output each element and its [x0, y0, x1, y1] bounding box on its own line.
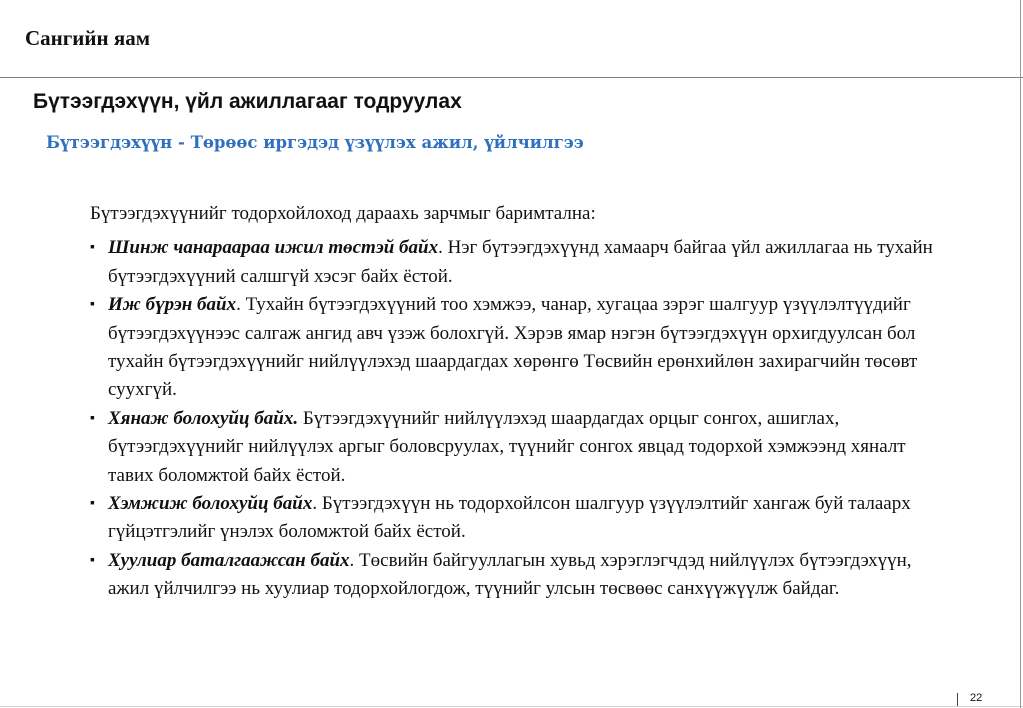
- ministry-name: Сангийн яам: [25, 26, 151, 50]
- list-item: [90, 234, 950, 291]
- principle-heading: Хэмжиж болохуйц байх: [108, 493, 313, 515]
- principle-text: . Бүтээгдэхүүн нь тодорхойлсон шалгуур үзүүлэлтийг хангаж буй талаарх гүйцэтгэлийг үнэлэх боломжтой байх ёстой.: [108, 493, 911, 543]
- bullet-marker-icon: ▪: [90, 297, 95, 313]
- principle-text: . Тухайн бүтээгдэхүүний тоо хэмжээ, чанар, хугацаа зэрэг шалгуур үзүүлэлтүүдийг бүтээгдэхүүнээс салгаж ангид авч үзэж болохгүй. Хэрэв ямар нэгэн бүтээгдэхүүн орхигдуулсан бол тухайн бүтээгдэхүүнийг нийлүүлэхэд шаардагдах хөрөнгө Төсвийн ерөнхийлөн захирагчийн төсөвт суухгүй.: [108, 294, 918, 401]
- slide-body: [90, 200, 950, 604]
- principles-list: [90, 234, 950, 603]
- slide-title: Бүтээгдэхүүн, үйл ажиллагааг тодруулах: [33, 90, 462, 113]
- intro-text: Бүтээгдэхүүнийг тодорхойлоход дараахь зарчмыг баримтална:: [90, 203, 596, 224]
- slide-right-border: [1020, 0, 1021, 708]
- principle-heading: Хянаж болохуйц байх.: [108, 407, 299, 429]
- footer-separator: [957, 693, 958, 707]
- bullet-marker-icon: ▪: [90, 410, 95, 426]
- list-item: [90, 490, 950, 547]
- principle-heading: Хуулиар баталгаажсан байх: [108, 549, 350, 571]
- list-item: [90, 547, 950, 604]
- bullet-marker-icon: ▪: [90, 552, 95, 568]
- bullet-marker-icon: ▪: [90, 496, 95, 512]
- principle-text: . Нэг бүтээгдэхүүнд хамаарч байгаа үйл ажиллагаа нь тухайн бүтээгдэхүүний салшгүй хэсэг байх ёстой.: [108, 237, 933, 287]
- principle-text: Бүтээгдэхүүнийг нийлүүлэхэд шаардагдах орцыг сонгох, ашиглах, бүтээгдэхүүнийг нийлүүлэх аргыг боловсруулах, түүнийг сонгох явцад тодорхой хэмжээнд хяналт тавих боломжтой байх ёстой.: [108, 407, 906, 486]
- list-item: [90, 405, 950, 490]
- page-number: 22: [970, 692, 983, 704]
- slide-subtitle: Бүтээгдэхүүн - Төрөөс иргэдэд үзүүлэх ажил, үйлчилгээ: [46, 133, 584, 152]
- header-divider: [0, 77, 1023, 78]
- principle-heading: Шинж чанараараа ижил төстэй байх: [108, 237, 439, 259]
- footer-divider: [0, 706, 1023, 707]
- principle-text: . Төсвийн байгууллагын хувьд хэрэглэгчдэд нийлүүлэх бүтээгдэхүүн, ажил үйлчилгээ нь хуулиар тодорхойлогдож, түүнийг улсын төсвөөс санхүүжүүлж байдаг.: [108, 549, 912, 600]
- principle-heading: Иж бүрэн байх: [108, 294, 237, 316]
- list-item: [90, 291, 950, 405]
- bullet-marker-icon: ▪: [90, 240, 95, 256]
